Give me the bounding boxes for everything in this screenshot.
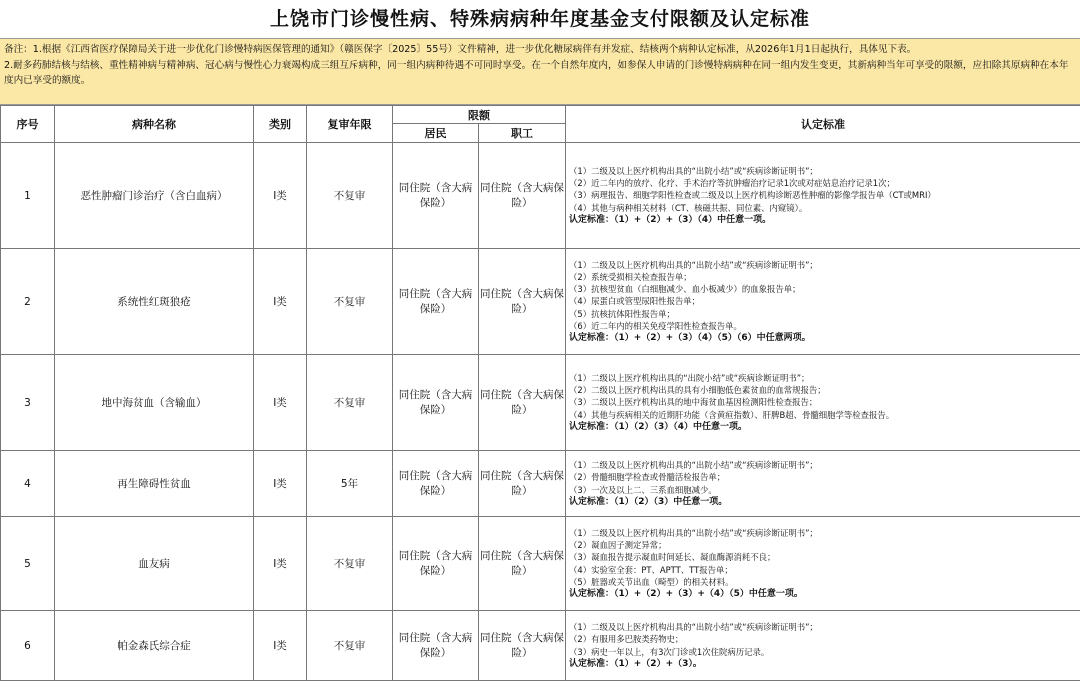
row-no: 3 [1, 355, 55, 451]
table-row [1, 451, 1080, 517]
row-resident-limit: 同住院（含大病保险） [393, 249, 479, 355]
note-1: 备注：1.根据《江西省医疗保障局关于进一步优化门诊慢特病医保管理的通知》（赣医保字〔2025〕55号）文件精神，进一步优化糖尿病伴有并发症、结核两个病种认定标准，从2026年1月1日起执行，具体见下表。 [4, 42, 1076, 58]
criteria-line: （1）二级及以上医疗机构出具的“出院小结”或“疾病诊断证明书”； [569, 259, 1080, 271]
row-name: 恶性肿瘤门诊治疗（含白血病） [55, 143, 254, 249]
row-review: 不复审 [307, 355, 393, 451]
row-criteria [566, 611, 1080, 681]
row-no: 2 [1, 249, 55, 355]
criteria-line: （2）凝血因子测定异常； [569, 539, 1080, 551]
criteria-standard: 认定标准：（1）+（2）+（3）。 [569, 658, 1080, 670]
criteria-line: （5）脏器或关节出血（畸型）的相关材料。 [569, 576, 1080, 588]
criteria-standard: 认定标准：（1）（2）（3）（4）中任意一项。 [569, 421, 1080, 433]
row-employee-limit: 同住院（含大病保险） [479, 517, 566, 611]
row-employee-limit: 同住院（含大病保险） [479, 611, 566, 681]
row-category: Ⅰ类 [254, 517, 307, 611]
criteria-line: （4）其他与病种相关材料（CT、核磁共振、同位素、内窥镜）。 [569, 202, 1080, 214]
header-category: 类别 [254, 106, 307, 143]
notes-box [0, 39, 1080, 105]
row-criteria [566, 143, 1080, 249]
criteria-standard: 认定标准：（1）+（2）+（3）+（4）（5）中任意一项。 [569, 588, 1080, 600]
criteria-line: （2）二级以上医疗机构出具的具有小细胞低色素贫血的血常规报告； [569, 384, 1080, 396]
header-review: 复审年限 [307, 106, 393, 143]
row-review: 不复审 [307, 249, 393, 355]
criteria-line: （6）近二年内的相关免疫学阳性检查报告单。 [569, 320, 1080, 332]
row-employee-limit: 同住院（含大病保险） [479, 249, 566, 355]
header-criteria: 认定标准 [566, 106, 1080, 143]
row-category: Ⅰ类 [254, 451, 307, 517]
criteria-line: （3）凝血报告提示凝血时间延长、凝血酶源消耗不良； [569, 551, 1080, 563]
criteria-line: （1）二级及以上医疗机构出具的“出院小结”或“疾病诊断证明书”； [569, 621, 1080, 633]
header-resident: 居民 [393, 124, 479, 143]
page-title: 上饶市门诊慢性病、特殊病病种年度基金支付限额及认定标准 [0, 0, 1080, 39]
criteria-standard: 认定标准：（1）（2）（3）中任意一项。 [569, 496, 1080, 508]
row-category: Ⅰ类 [254, 249, 307, 355]
criteria-standard: 认定标准：（1）+（2）+（3）（4）（5）（6）中任意两项。 [569, 332, 1080, 344]
criteria-line: （2）骨髓细胞学检查或骨髓活检报告单； [569, 471, 1080, 483]
criteria-line: （3）病史一年以上，有3次门诊或1次住院病历记录。 [569, 646, 1080, 658]
row-review: 不复审 [307, 611, 393, 681]
header-no: 序号 [1, 106, 55, 143]
row-resident-limit: 同住院（含大病保险） [393, 611, 479, 681]
note-2: 2.耐多药肺结核与结核、重性精神病与精神病、冠心病与慢性心力衰竭构成三组互斥病种，同一组内病种待遇不可同时享受。在一个自然年度内，如参保人申请的门诊慢特病病种在同一组内发生变更，其新病种当年可享受的限额，应扣除其原病种在本年度内已享受的额度。 [4, 58, 1076, 89]
header-name: 病种名称 [55, 106, 254, 143]
criteria-line: （3）一次及以上二、三系血细胞减少。 [569, 484, 1080, 496]
row-no: 5 [1, 517, 55, 611]
row-review: 不复审 [307, 143, 393, 249]
row-category: Ⅰ类 [254, 143, 307, 249]
criteria-line: （2）有服用多巴胺类药物史； [569, 633, 1080, 645]
criteria-line: （4）其他与疾病相关的近期肝功能（含黄疸指数）、肝脾B超、骨髓细胞学等检查报告。 [569, 409, 1080, 421]
row-no: 6 [1, 611, 55, 681]
criteria-standard: 认定标准：（1）+（2）+（3）（4）中任意一项。 [569, 214, 1080, 226]
row-category: Ⅰ类 [254, 611, 307, 681]
table-row [1, 143, 1080, 249]
criteria-line: （1）二级及以上医疗机构出具的“出院小结”或“疾病诊断证明书”； [569, 165, 1080, 177]
table-body [1, 143, 1080, 681]
row-review: 5年 [307, 451, 393, 517]
row-criteria [566, 249, 1080, 355]
header-employee: 职工 [479, 124, 566, 143]
row-criteria [566, 451, 1080, 517]
row-name: 帕金森氏综合症 [55, 611, 254, 681]
row-name: 再生障碍性贫血 [55, 451, 254, 517]
criteria-line: （1）二级以上医疗机构出具的“出院小结”或“疾病诊断证明书”； [569, 372, 1080, 384]
disease-table [0, 105, 1080, 681]
row-resident-limit: 同住院（含大病保险） [393, 143, 479, 249]
table-row [1, 355, 1080, 451]
row-employee-limit: 同住院（含大病保险） [479, 451, 566, 517]
table-row [1, 611, 1080, 681]
criteria-line: （3）抗核型贫血（白细胞减少、血小板减少）的血象报告单； [569, 283, 1080, 295]
row-resident-limit: 同住院（含大病保险） [393, 451, 479, 517]
criteria-line: （4）尿蛋白或管型尿阳性报告单； [569, 295, 1080, 307]
row-criteria [566, 355, 1080, 451]
row-category: Ⅰ类 [254, 355, 307, 451]
row-name: 系统性红斑狼疮 [55, 249, 254, 355]
criteria-line: （3）二级以上医疗机构出具的地中海贫血基因检测阳性检查报告； [569, 396, 1080, 408]
row-review: 不复审 [307, 517, 393, 611]
row-resident-limit: 同住院（含大病保险） [393, 517, 479, 611]
row-name: 血友病 [55, 517, 254, 611]
criteria-line: （1）二级及以上医疗机构出具的“出院小结”或“疾病诊断证明书”； [569, 527, 1080, 539]
criteria-line: （2）系统受损相关检查报告单； [569, 271, 1080, 283]
criteria-line: （4）实验室全套：PT、APTT、TT报告单； [569, 564, 1080, 576]
row-no: 1 [1, 143, 55, 249]
criteria-line: （1）二级及以上医疗机构出具的“出院小结”或“疾病诊断证明书”； [569, 459, 1080, 471]
header-limit: 限额 [393, 106, 566, 124]
table-row [1, 249, 1080, 355]
row-employee-limit: 同住院（含大病保险） [479, 355, 566, 451]
criteria-line: （5）抗核抗体阳性报告单； [569, 308, 1080, 320]
criteria-line: （3）病理报告、细胞学阳性检查或二级及以上医疗机构诊断恶性肿瘤的影像学报告单（CT或MRI） [569, 189, 1080, 201]
row-name: 地中海贫血（含输血） [55, 355, 254, 451]
row-no: 4 [1, 451, 55, 517]
row-criteria [566, 517, 1080, 611]
row-employee-limit: 同住院（含大病保险） [479, 143, 566, 249]
criteria-line: （2）近二年内的放疗、化疗、手术治疗等抗肿瘤治疗记录1次或对症姑息治疗记录1次； [569, 177, 1080, 189]
table-row [1, 517, 1080, 611]
row-resident-limit: 同住院（含大病保险） [393, 355, 479, 451]
